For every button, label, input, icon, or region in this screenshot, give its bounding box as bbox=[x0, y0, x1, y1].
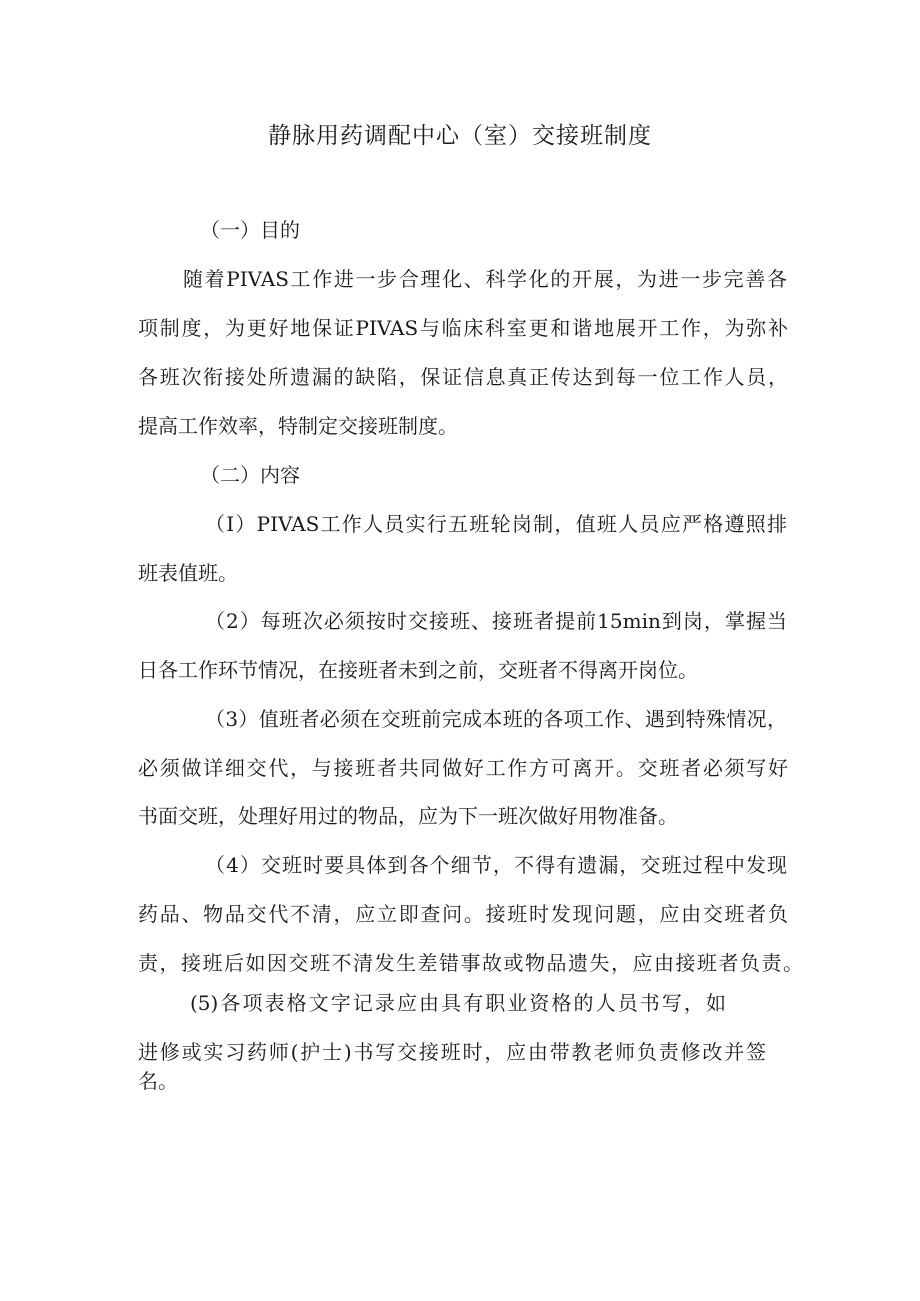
list-item-line: （4）交班时要具体到各个细节，不得有遗漏，交班过程中发现 bbox=[205, 853, 787, 877]
paragraph-line: 随着PIVAS工作进一步合理化、科学化的开展，为进一步完善各 bbox=[183, 267, 787, 291]
list-item-line: 药品、物品交代不清，应立即查问。接班时发现问题，应由交班者负 bbox=[138, 902, 788, 926]
list-item-line: （I）PIVAS工作人员实行五班轮岗制，值班人员应严格遵照排 bbox=[205, 512, 787, 536]
list-item-line: 名。 bbox=[138, 1069, 178, 1093]
paragraph-line: 项制度，为更好地保证PIVAS与临床科室更和谐地展开工作，为弥补 bbox=[138, 316, 788, 340]
section-heading-purpose: （一）目的 bbox=[200, 218, 300, 242]
document-title: 静脉用药调配中心（室）交接班制度 bbox=[268, 123, 652, 149]
list-item-line: (5)各项表格文字记录应由具有职业资格的人员书写，如 bbox=[190, 991, 726, 1015]
list-item-line: 责，接班后如因交班不清发生差错事故或物品遗失，应由接班者负责。 bbox=[138, 951, 803, 975]
list-item-line: 书面交班，处理好用过的物品，应为下一班次做好用物准备。 bbox=[138, 804, 678, 828]
paragraph-line: 提高工作效率，特制定交接班制度。 bbox=[138, 414, 458, 438]
list-item-line: 进修或实习药师(护士)书写交接班时，应由带教老师负责修改并签 bbox=[138, 1040, 766, 1064]
list-item-line: 班表值班。 bbox=[138, 561, 238, 585]
section-heading-content: （二）内容 bbox=[200, 463, 300, 487]
paragraph-line: 各班次衔接处所遗漏的缺陷，保证信息真正传达到每一位工作人员， bbox=[138, 365, 788, 389]
list-item-line: 日各工作环节情况，在接班者未到之前，交班者不得离开岗位。 bbox=[138, 658, 698, 682]
list-item-line: （3）值班者必须在交班前完成本班的各项工作、遇到特殊情况， bbox=[205, 707, 787, 731]
list-item-line: （2）每班次必须按时交接班、接班者提前15min到岗，掌握当 bbox=[205, 609, 787, 633]
list-item-line: 必须做详细交代，与接班者共同做好工作方可离开。交班者必须写好 bbox=[138, 756, 788, 780]
